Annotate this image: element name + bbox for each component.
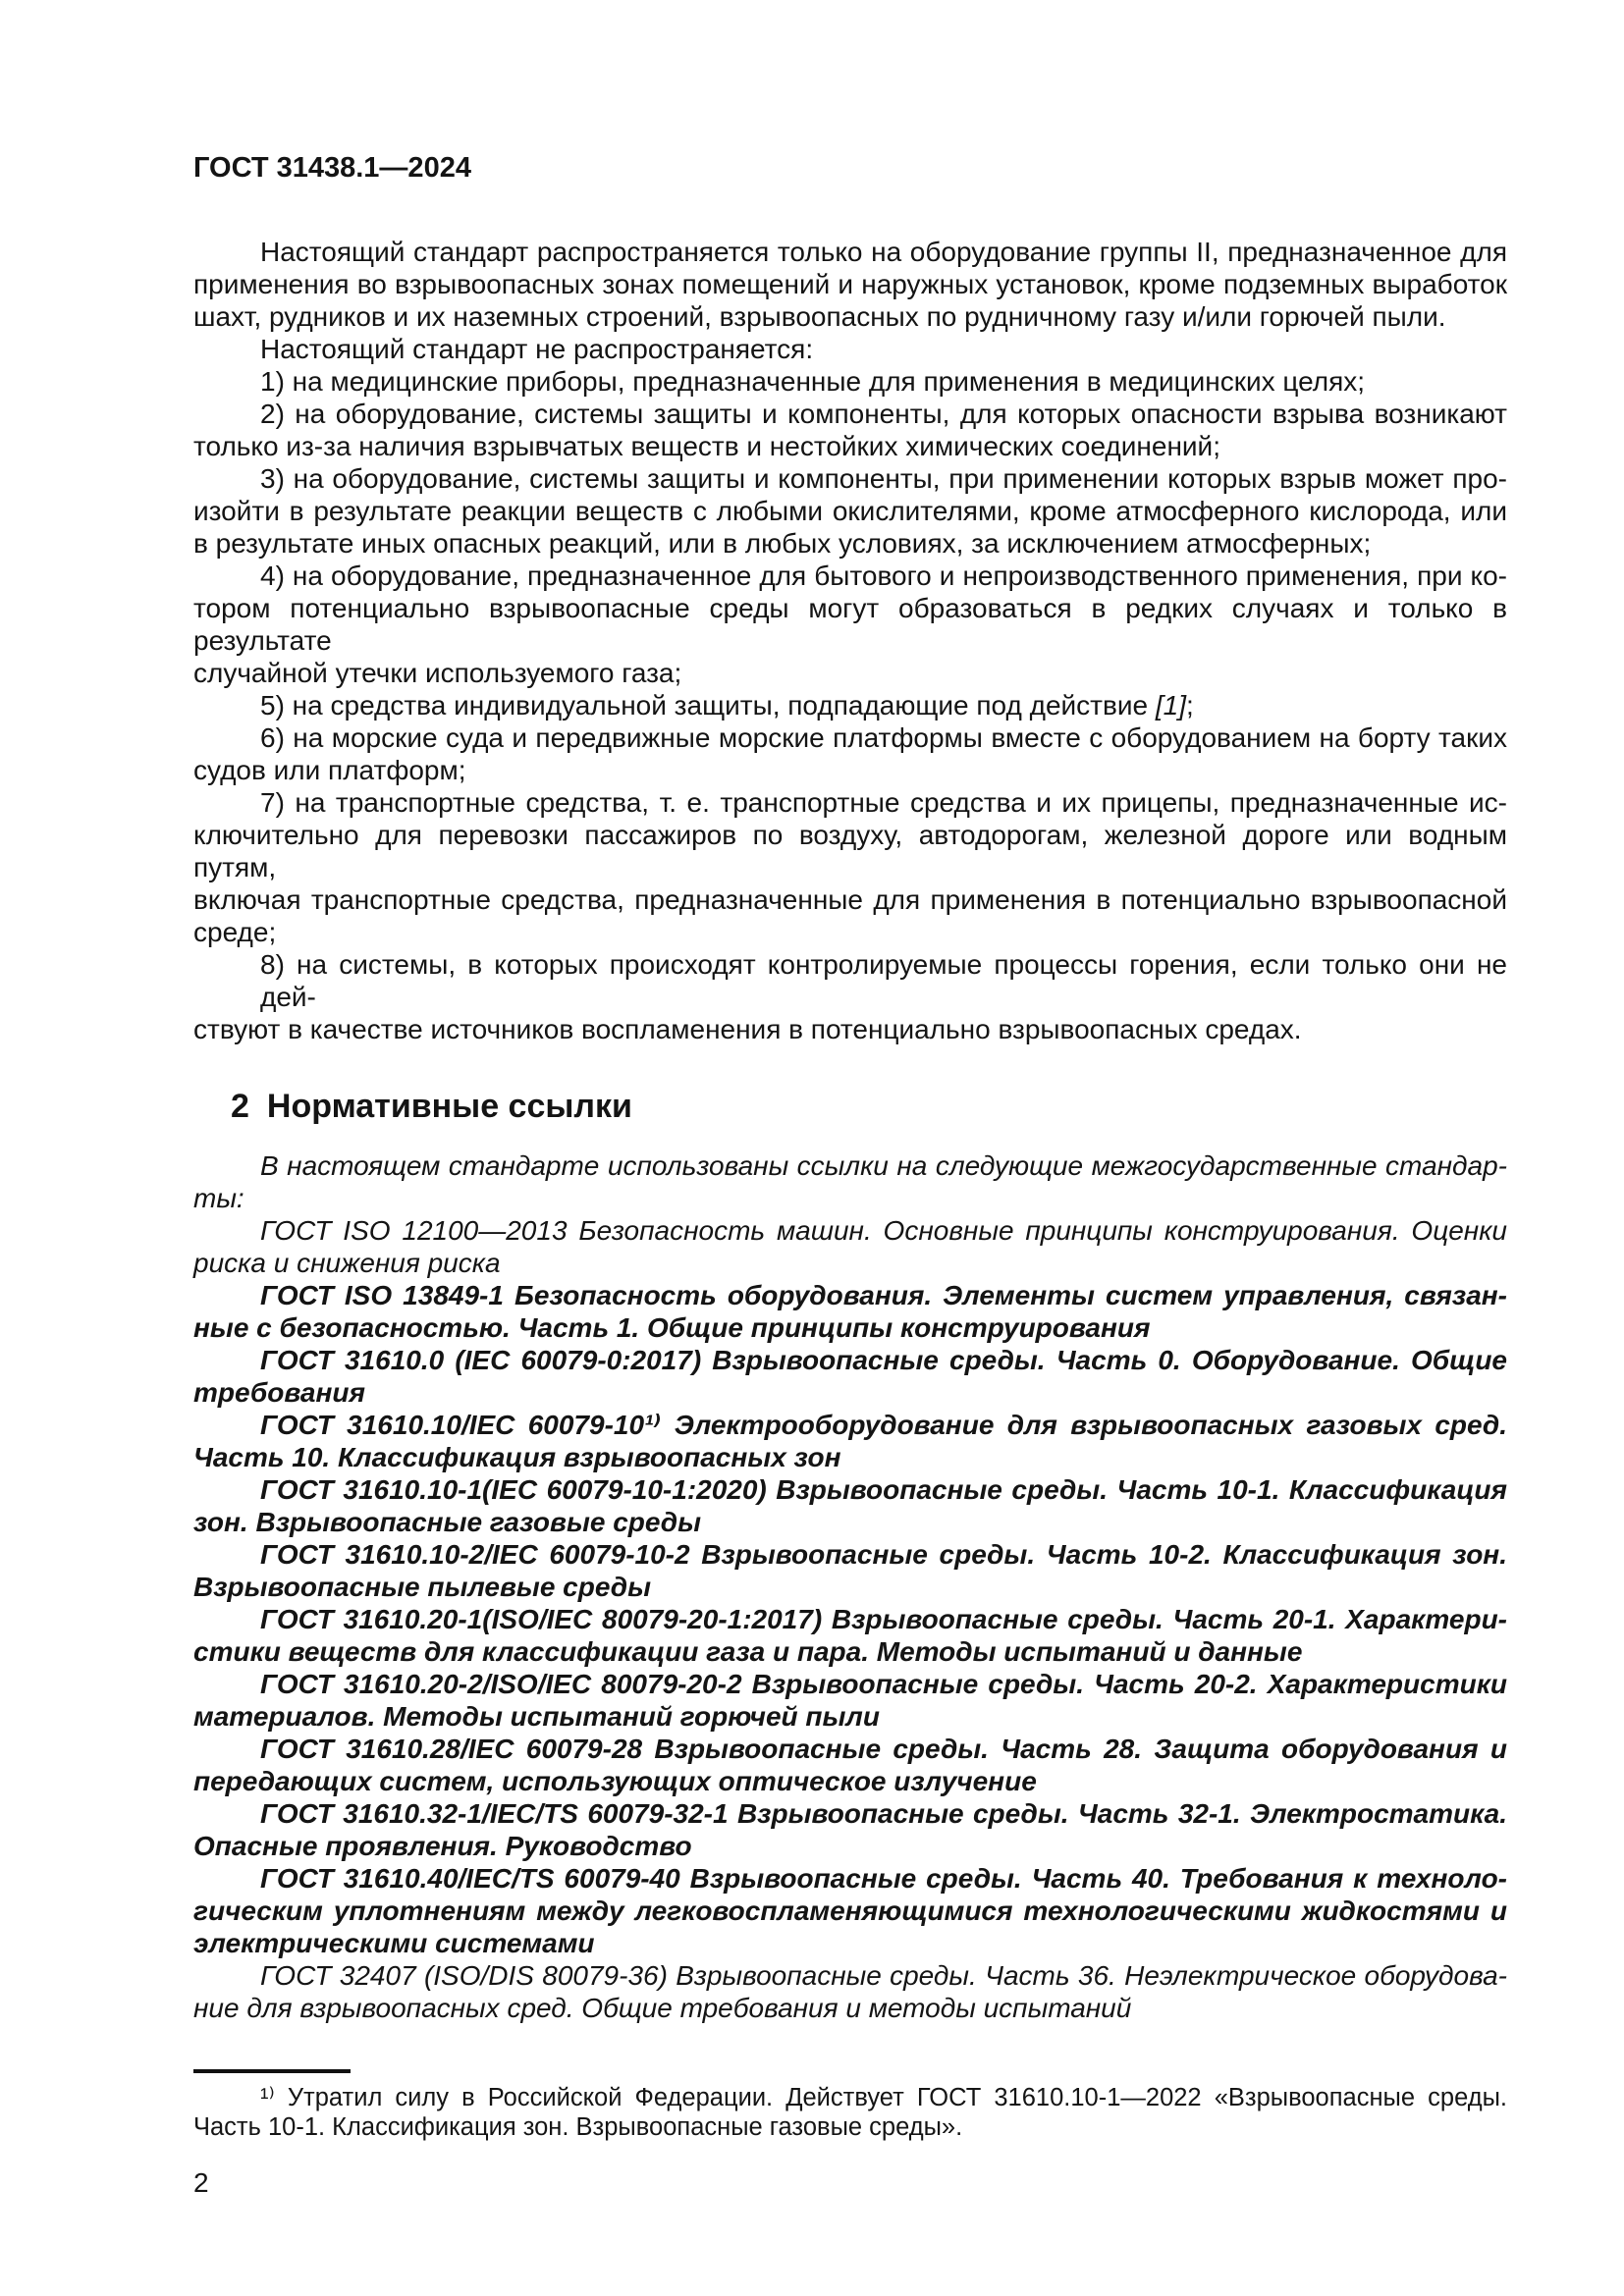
reference-line: ГОСТ 32407 (ISO/DIS 80079-36) Взрывоопасные среды. Часть 36. Неэлектрическое оборудова- (260, 1960, 1507, 1991)
reference-line: ты: (193, 1183, 244, 1213)
reference-line: ГОСТ 31610.32-1/IEC/TS 60079-32-1 Взрывоопасные среды. Часть 32-1. Электростатика. (260, 1798, 1507, 1829)
text-line: только из-за наличия взрывчатых веществ и нестойких химических соединений; (193, 431, 1220, 461)
references-section (193, 1149, 1507, 2024)
text-line: среде; (193, 917, 277, 947)
text-line: 6) на морские суда и передвижные морские платформы вместе с оборудованием на борту таких (260, 722, 1507, 753)
section-number: 2 (231, 1088, 249, 1125)
reference-line: стики веществ для классификации газа и пара. Методы испытаний и данные (193, 1636, 1303, 1667)
reference-line: риска и снижения риска (193, 1248, 501, 1278)
text-line: 4) на оборудование, предназначенное для бытового и непроизводственного применения, при ко- (260, 561, 1507, 591)
reference-line: ГОСТ 31610.28/IEC 60079-28 Взрывоопасные среды. Часть 28. Защита оборудования и (260, 1734, 1507, 1764)
text-line: шахт, рудников и их наземных строений, взрывоопасных по рудничному газу и/или горючей пыли. (193, 301, 1446, 332)
text-line: в результате иных опасных реакций, или в любых условиях, за исключением атмосферных; (193, 528, 1372, 559)
reference-line: ГОСТ 31610.10-2/IEC 60079-10-2 Взрывоопасные среды. Часть 10-2. Классификация зон. (260, 1539, 1507, 1570)
text-line: 5) на средства индивидуальной защиты, подпадающие под действие [1]; (260, 690, 1194, 721)
footnote-separator (193, 2069, 351, 2073)
page-number: 2 (193, 2167, 209, 2198)
reference-line: ГОСТ ISO 13849-1 Безопасность оборудования. Элементы систем управления, связан- (260, 1280, 1507, 1310)
reference-line: электрическими системами (193, 1928, 595, 1958)
text-line: Настоящий стандарт не распространяется: (260, 334, 814, 364)
footnote-line: ¹⁾ Утратил силу в Российской Федерации. Действует ГОСТ 31610.10-1—2022 «Взрывоопасные среды. (260, 2084, 1507, 2111)
reference-line: гическим уплотнениям между легковоспламеняющимися технологическими жидкостями и (193, 1896, 1507, 1926)
section-title: Нормативные ссылки (266, 1088, 632, 1125)
footnote-line: Часть 10-1. Классификация зон. Взрывоопасные газовые среды». (193, 2113, 963, 2141)
reference-line: ГОСТ ISO 12100—2013 Безопасность машин. Основные принципы конструирования. Оценки (260, 1215, 1507, 1246)
section-heading (231, 1085, 1507, 1128)
reference-line: ГОСТ 31610.0 (IEC 60079-0:2017) Взрывоопасные среды. Часть 0. Оборудование. Общие (260, 1345, 1507, 1375)
reference-line: передающих систем, использующих оптическое излучение (193, 1766, 1037, 1796)
text-line: включая транспортные средства, предназначенные для применения в потенциально взрывоопасной (193, 884, 1507, 915)
text-line: Настоящий стандарт распространяется только на оборудование группы II, предназначенное для (260, 237, 1507, 267)
reference-line: Взрывоопасные пылевые среды (193, 1572, 651, 1602)
text-line: изойти в результате реакции веществ с любыми окислителями, кроме атмосферного кислорода, или (193, 496, 1507, 526)
text-line: судов или платформ; (193, 755, 466, 785)
reference-line: В настоящем стандарте использованы ссылки на следующие межгосударственные стандар- (260, 1150, 1507, 1181)
inline-reference: [1] (1155, 690, 1187, 721)
reference-line: ГОСТ 31610.10-1(IEC 60079-10-1:2020) Взрывоопасные среды. Часть 10-1. Классификация (260, 1474, 1507, 1505)
text-line: 8) на системы, в которых происходят контролируемые процессы горения, если только они не дей- (260, 949, 1507, 1012)
text-line: применения во взрывоопасных зонах помещений и наружных установок, кроме подземных выработок (193, 269, 1507, 299)
text-line: тором потенциально взрывоопасные среды могут образоваться в редких случаях и только в результате (193, 593, 1507, 656)
reference-line: Часть 10. Классификация взрывоопасных зон (193, 1442, 841, 1472)
text-line: 2) на оборудование, системы защиты и компоненты, для которых опасности взрыва возникают (260, 399, 1507, 429)
text-line: ключительно для перевозки пассажиров по воздуху, автодорогам, железной дороге или водным путям, (193, 820, 1507, 882)
text-line: 7) на транспортные средства, т. е. транспортные средства и их прицепы, предназначенные ис- (260, 787, 1507, 818)
reference-line: ГОСТ 31610.40/IEC/TS 60079-40 Взрывоопасные среды. Часть 40. Требования к техноло- (260, 1863, 1507, 1894)
reference-line: материалов. Методы испытаний горючей пыли (193, 1701, 880, 1732)
text-line: ствуют в качестве источников воспламенения в потенциально взрывоопасных средах. (193, 1014, 1302, 1044)
scope-section (193, 236, 1507, 1045)
reference-line: ные с безопасностью. Часть 1. Общие принципы конструирования (193, 1312, 1151, 1343)
text-line: 3) на оборудование, системы защиты и компоненты, при применении которых взрыв может про- (260, 463, 1507, 494)
reference-line: зон. Взрывоопасные газовые среды (193, 1507, 702, 1537)
reference-line: требования (193, 1377, 365, 1408)
reference-line: ГОСТ 31610.10/IEC 60079-10¹⁾ Электрооборудование для взрывоопасных газовых сред. (260, 1410, 1507, 1440)
reference-line: ние для взрывоопасных сред. Общие требования и методы испытаний (193, 1993, 1132, 2023)
running-header: ГОСТ 31438.1—2024 (193, 152, 471, 184)
footnote (193, 2083, 1507, 2142)
text-line: случайной утечки используемого газа; (193, 658, 682, 688)
reference-line: ГОСТ 31610.20-1(ISO/IEC 80079-20-1:2017) Взрывоопасные среды. Часть 20-1. Характери- (260, 1604, 1507, 1634)
text-line: 1) на медицинские приборы, предназначенные для применения в медицинских целях; (260, 366, 1366, 397)
reference-line: Опасные проявления. Руководство (193, 1831, 692, 1861)
reference-line: ГОСТ 31610.20-2/ISO/IEC 80079-20-2 Взрывоопасные среды. Часть 20-2. Характеристики (260, 1669, 1507, 1699)
